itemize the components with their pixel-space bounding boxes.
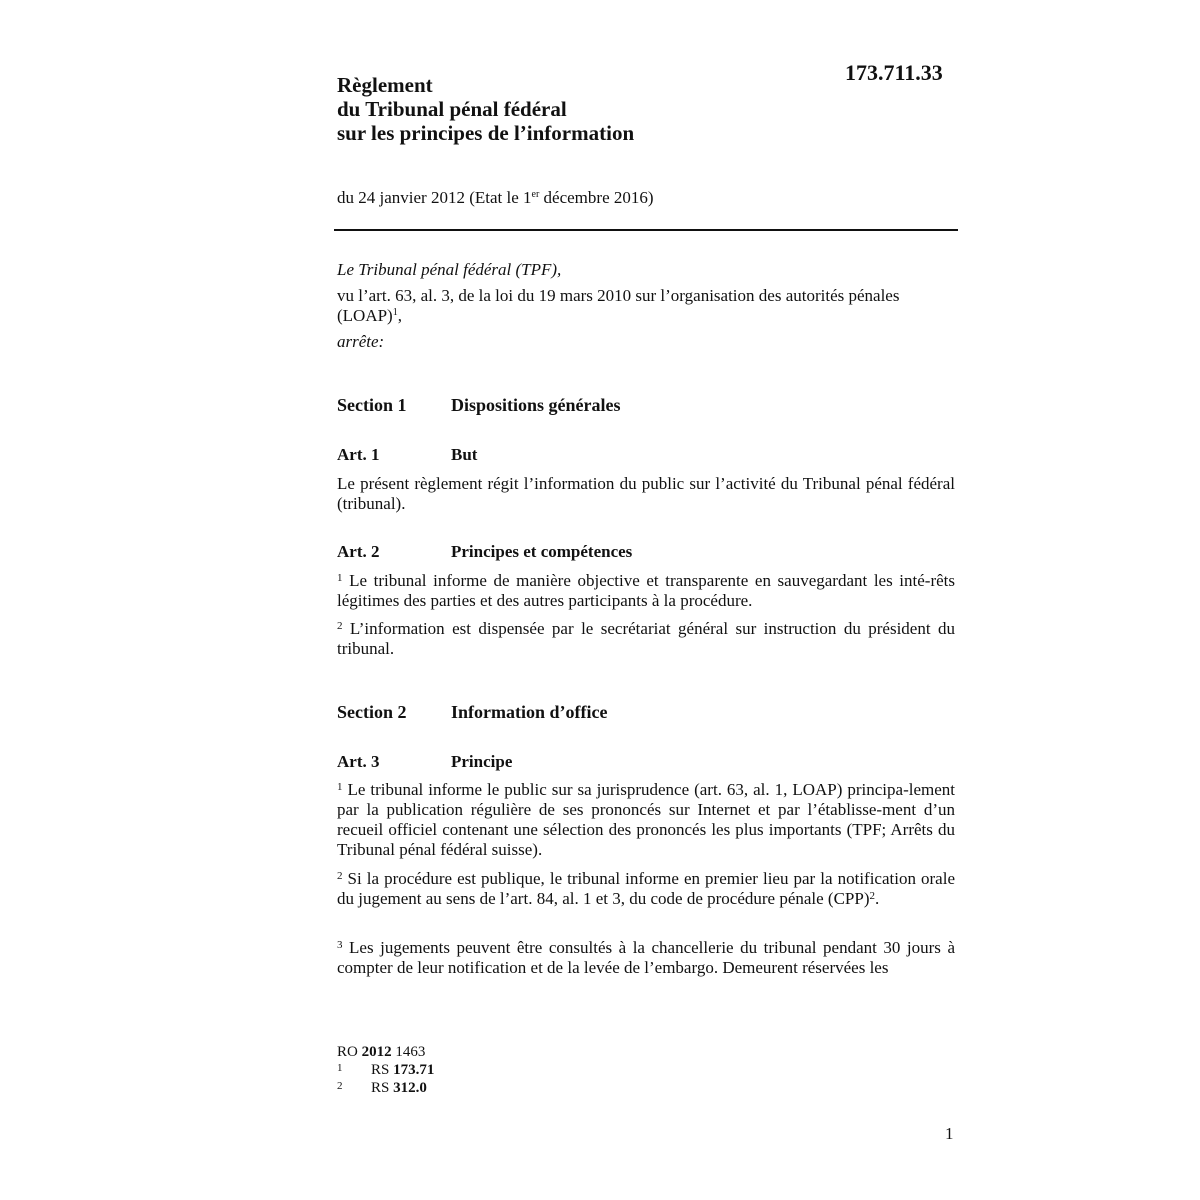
article-paragraph: $^1$ Le tribunal informe le public sur sa jurisprudence (art. 63, al. 1, LOAP) principa-lement par la publication régulière de ses prononcés sur Internet et par l’établisse-ment d’un recueil officiel contenant une sélection des prononcés les plus importants (TPF; Arrêts du Tribunal pénal fédéral suisse). (337, 780, 955, 859)
footnote-ref[interactable]: 2 (869, 890, 876, 902)
article-paragraph: $^1$ Le tribunal informe de manière objective et transparente en sauvegardant les inté-rêts légitimes des parties et des autres participants à la procédure. (337, 571, 955, 610)
article-heading: Art. 1 But (337, 445, 478, 464)
footnote-item: 1 RS 173.71 (337, 1062, 435, 1078)
article-paragraph: $^2$ L’information est dispensée par le secrétariat général sur instruction du président du tribunal. (337, 619, 955, 658)
rs-link[interactable]: 173.71 (393, 1062, 435, 1078)
section-heading: Section 1 Dispositions générales (337, 395, 621, 415)
article-heading: Art. 2 Principes et compétences (337, 542, 633, 561)
article-paragraph: Le présent règlement régit l’information du public sur l’activité du Tribunal pénal fédéral (tribunal). (337, 474, 955, 513)
article-paragraph: $^2$ Si la procédure est publique, le tribunal informe en premier lieu par la notification orale du jugement au sens de l’art. 84, al. 1 et 3, du code de procédure pénale (CPP)$^2$. (337, 869, 955, 908)
document-title (337, 73, 634, 145)
rs-link[interactable]: 312.0 (393, 1080, 427, 1096)
ro-reference: RO 2012 1463 (337, 1044, 426, 1060)
article-paragraph: $^3$ Les jugements peuvent être consultés à la chancellerie du tribunal pendant 30 jours à compter de leur notification et de la levée de l’embargo. Demeurent réservées les (337, 938, 955, 977)
footnote-item: 2 RS 312.0 (337, 1080, 427, 1096)
preamble-authority: Le Tribunal pénal fédéral (TPF), (337, 260, 562, 279)
date-line: du 24 janvier 2012 (Etat le 1er décembre 2016) (337, 188, 654, 207)
preamble (337, 260, 955, 358)
article-heading: Art. 3 Principe (337, 752, 513, 771)
section-heading: Section 2 Information d’office (337, 702, 608, 722)
footnotes (337, 1043, 434, 1097)
title-line: sur les principes de l’information (337, 121, 635, 145)
page-number: 1 (945, 1124, 954, 1143)
footnote-ref[interactable]: 1 (392, 307, 398, 318)
title-line: du Tribunal pénal fédéral (337, 97, 567, 121)
preamble-basis: vu l’art. 63, al. 3, de la loi du 19 mars 2010 sur l’organisation des autorités pénales (LOAP)$^1$, (337, 286, 900, 325)
title-line: Règlement (337, 73, 433, 97)
rs-number: 173.711.33 (845, 60, 943, 85)
title-divider (334, 229, 958, 231)
preamble-decree: arrête: (337, 332, 385, 351)
